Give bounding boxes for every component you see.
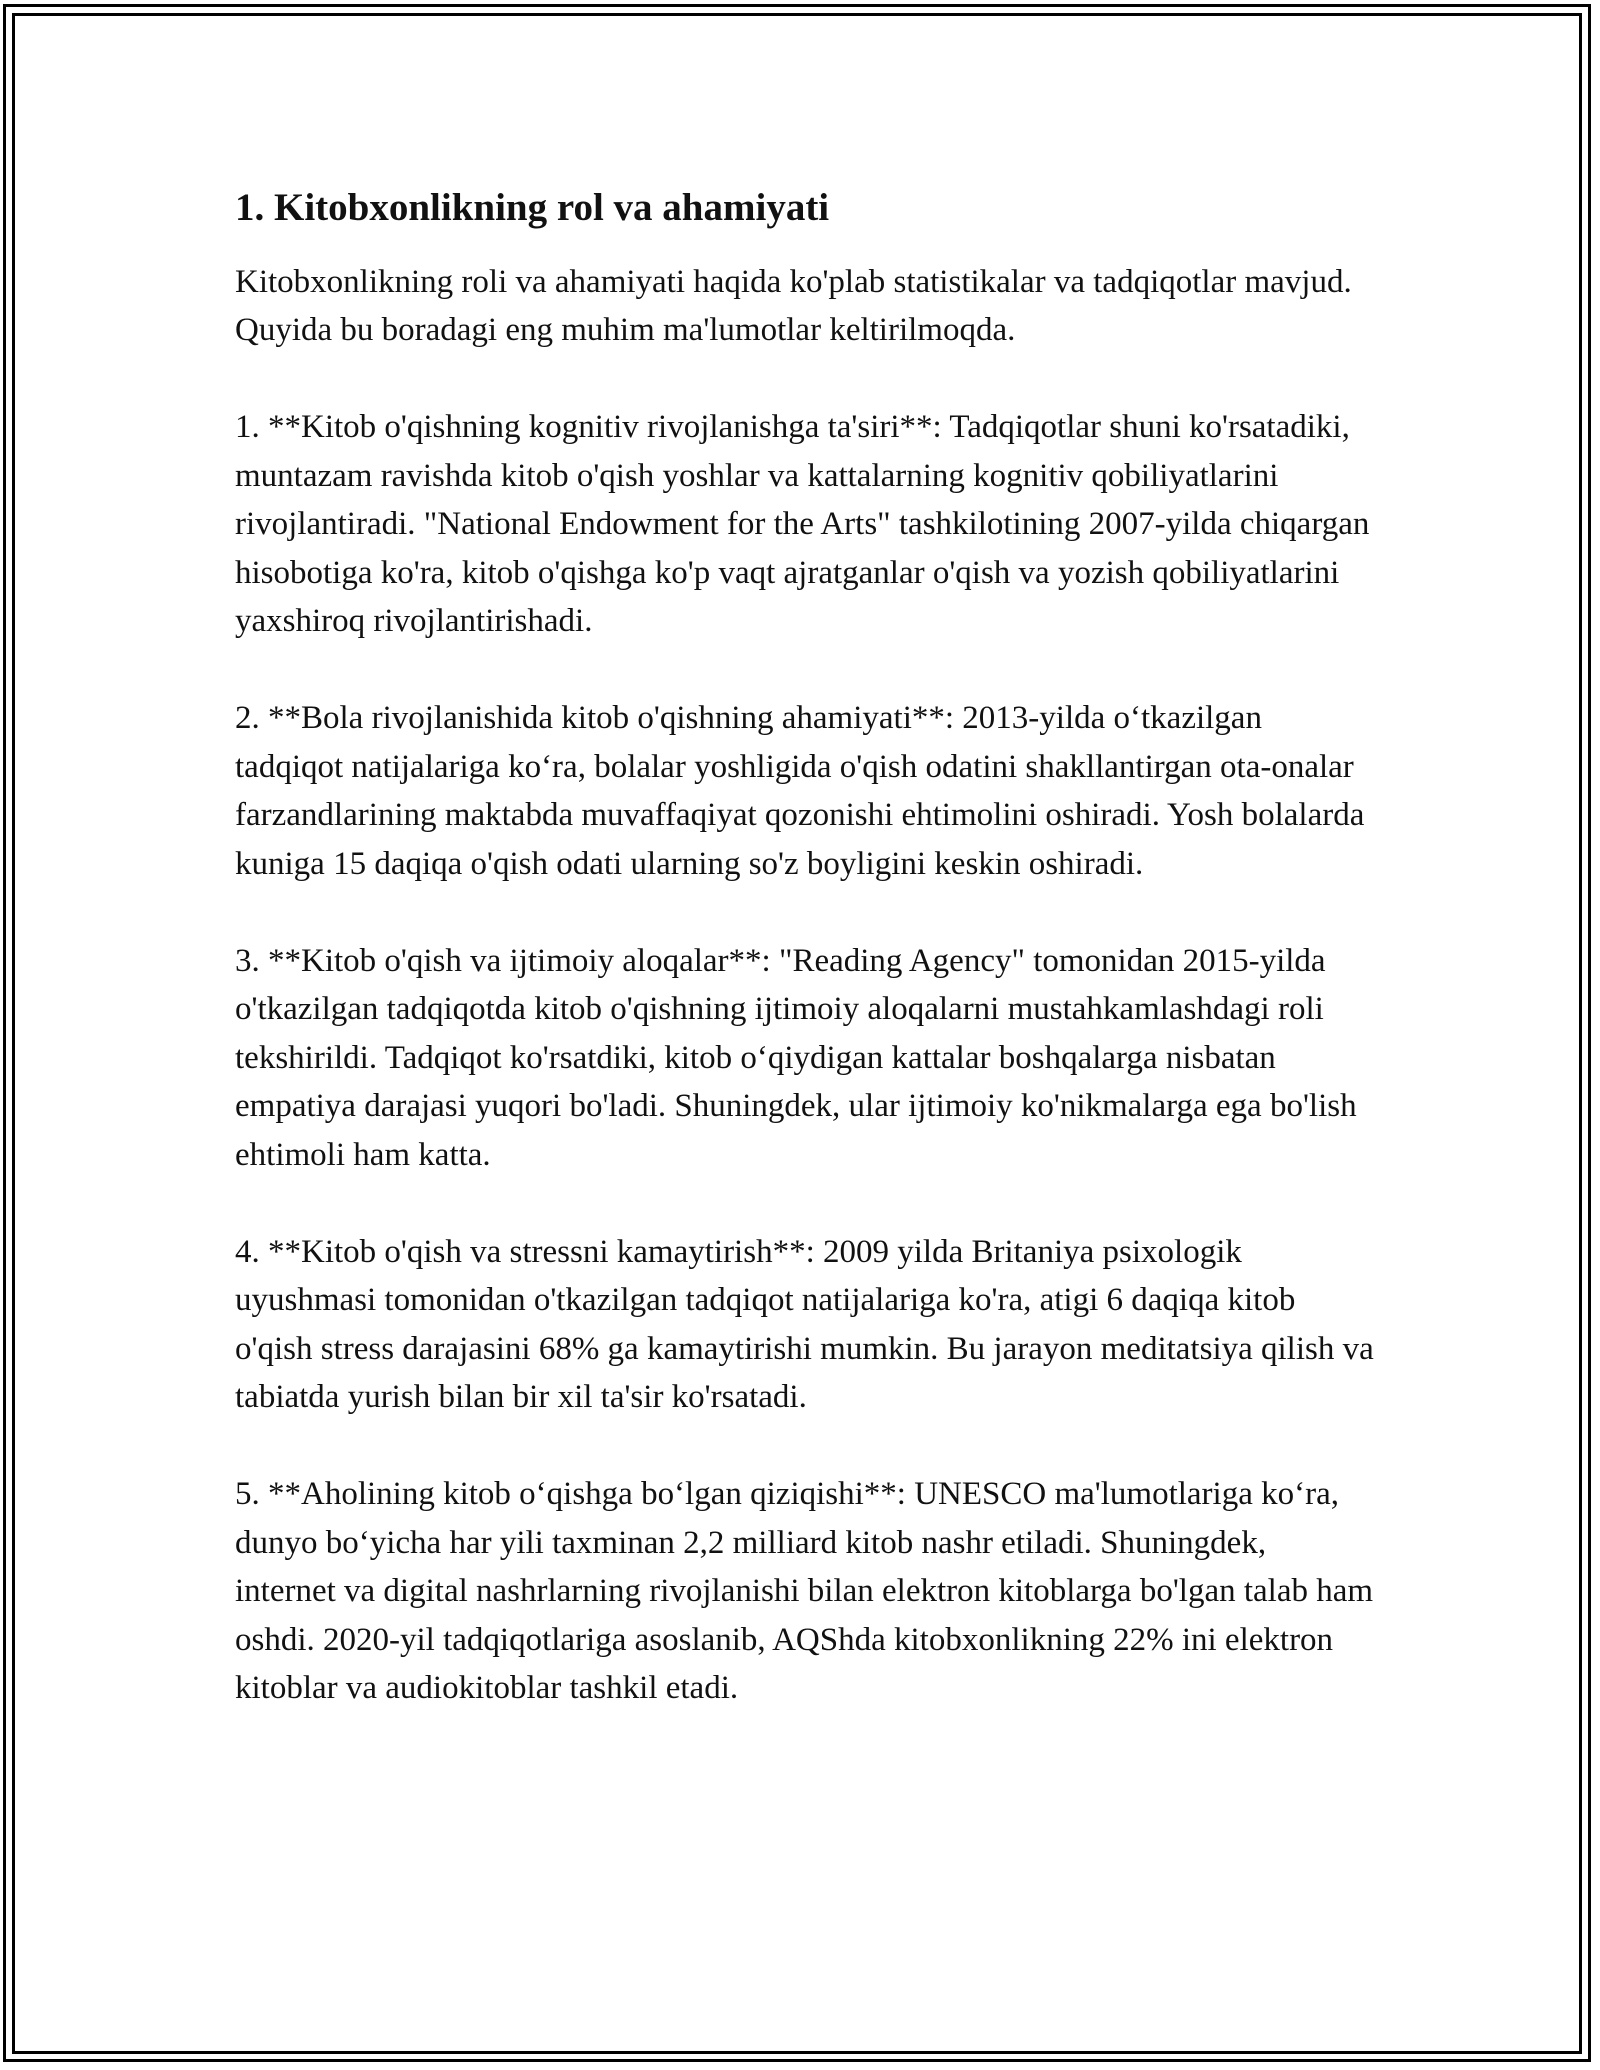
intro-paragraph: Kitobxonlikning roli va ahamiyati haqida ko'plab statistikalar va tadqiqotlar mavjud. Quyida bu boradagi eng muhim ma'lumotlar keltirilmoqda. [235, 263, 1352, 349]
paragraph-child-development: 2. **Bola rivojlanishida kitob o'qishning ahamiyati**: 2013-yilda o‘tkazilgan tadqiqot natijalariga ko‘ra, bolalar yoshligida o'qish odatini shakllantirgan ota-onalar farzandlarining maktabda muvaffaqiyat qozonishi ehtimolini oshiradi. Yosh bolalarda kuniga 15 daqiqa o'qish odati ularning so'z boyligini keskin oshiradi. [235, 700, 1365, 882]
paragraph-cognitive-development: 1. **Kitob o'qishning kognitiv rivojlanishga ta'siri**: Tadqiqotlar shuni ko'rsatadiki, muntazam ravishda kitob o'qish yoshlar va kattalarning kognitiv qobiliyatlarini rivojlantiradi. "National Endowment for the Arts" tashkilotining 2007-yilda chiqargan hisobotiga ko'ra, kitob o'qishga ko'p vaqt ajratganlar o'qish va yozish qobiliyatlarini yaxshiroq rivojlantirishadi. [235, 409, 1370, 640]
paragraph-stress-reduction: 4. **Kitob o'qish va stressni kamaytirish**: 2009 yilda Britaniya psixologik uyushmasi tomonidan o'tkazilgan tadqiqot natijalariga ko'ra, atigi 6 daqiqa kitob o'qish stress darajasini 68% ga kamaytirishi mumkin. Bu jarayon meditatsiya qilish va tabiatda yurish bilan bir xil ta'sir ko'rsatadi. [235, 1233, 1374, 1416]
paragraph-public-interest: 5. **Aholining kitob o‘qishga bo‘lgan qiziqishi**: UNESCO ma'lumotlariga ko‘ra, dunyo bo‘yicha har yili taxminan 2,2 milliard kitob nashr etiladi. Shuningdek, internet va digital nashrlarning rivojlanishi bilan elektron kitoblarga bo'lgan talab ham oshdi. 2020-yil tadqiqotlariga asoslanib, AQShda kitobxonlikning 22% ini elektron kitoblar va audiokitoblar tashkil etadi. [235, 1476, 1374, 1707]
section-heading: 1. Kitobxonlikning rol va ahamiyati [235, 186, 830, 229]
document-body [235, 185, 1375, 1761]
paragraph-social-connections: 3. **Kitob o'qish va ijtimoiy aloqalar**: "Reading Agency" tomonidan 2015-yilda o'tkazilgan tadqiqotda kitob o'qishning ijtimoiy aloqalarni mustahkamlashdagi roli tekshirildi. Tadqiqot ko'rsatdiki, kitob o‘qiydigan kattalar boshqalarga nisbatan empatiya darajasi yuqori bo'ladi. Shuningdek, ular ijtimoiy ko'nikmalarga ega bo'lish ehtimoli ham katta. [235, 942, 1357, 1173]
